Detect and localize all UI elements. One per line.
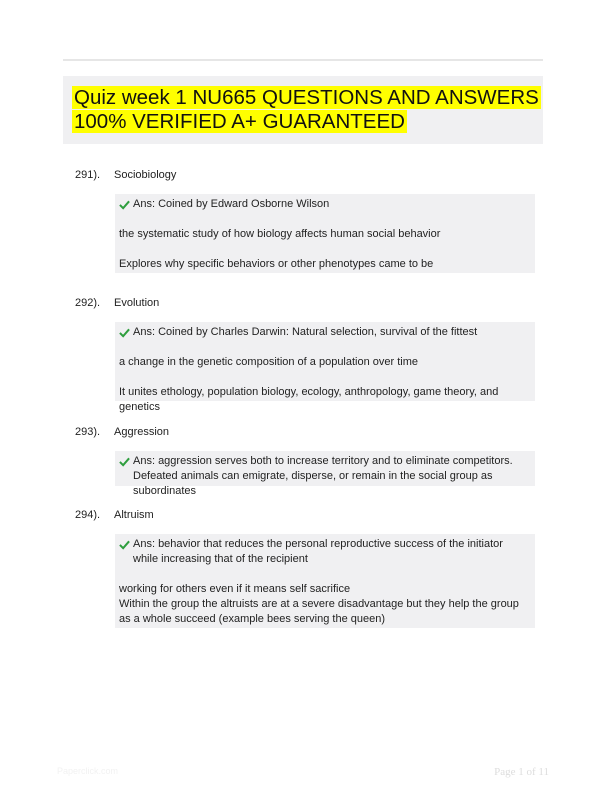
answer-box — [115, 451, 535, 497]
check-icon — [119, 199, 130, 210]
title-line-2: 100% VERIFIED A+ GUARANTEED — [74, 110, 405, 133]
title-banner — [63, 76, 543, 144]
question-number: 294). — [75, 509, 101, 521]
answer-box — [115, 194, 535, 273]
answer-note: the systematic study of how biology affects human social behavior — [119, 228, 441, 240]
answer-box — [115, 322, 535, 413]
footer-watermark: Paperclick.com — [57, 766, 119, 776]
answer-note: Explores why specific behaviors or other phenotypes came to be — [119, 258, 434, 270]
answer-note: a change in the genetic composition of a population over time — [119, 356, 419, 368]
page-title — [72, 86, 541, 134]
top-divider — [63, 59, 543, 61]
question-term: Altruism — [114, 509, 154, 521]
answer-text: Ans: aggression serves both to increase territory and to eliminate competitors. Defeated animals can emigrate, disperse, or remain in the social group as subordinates — [133, 455, 513, 497]
page-number: Page 1 of 11 — [494, 766, 549, 778]
question-term: Aggression — [114, 426, 170, 438]
check-icon — [119, 327, 130, 338]
check-icon — [119, 539, 130, 550]
question-number: 292). — [75, 297, 101, 309]
title-line-1: Quiz week 1 NU665 QUESTIONS AND ANSWERS — [74, 86, 539, 109]
question-term: Sociobiology — [114, 169, 177, 181]
answer-box — [115, 534, 535, 628]
answer-text: Ans: Coined by Edward Osborne Wilson — [133, 198, 330, 210]
question-term: Evolution — [114, 297, 160, 309]
question-number: 293). — [75, 426, 101, 438]
answer-text: Ans: Coined by Charles Darwin: Natural selection, survival of the fittest — [133, 326, 478, 338]
answer-text: Ans: behavior that reduces the personal reproductive success of the initiator while increasing that of the recipient — [133, 538, 503, 565]
answer-note: It unites ethology, population biology, ecology, anthropology, game theory, and genetics — [119, 386, 499, 413]
answer-note: Within the group the altruists are at a severe disadvantage but they help the group as a whole succeed (example bees serving the queen) — [119, 598, 519, 625]
question-number: 291). — [75, 169, 101, 181]
check-icon — [119, 456, 130, 467]
answer-note: working for others even if it means self sacrifice — [119, 583, 351, 595]
